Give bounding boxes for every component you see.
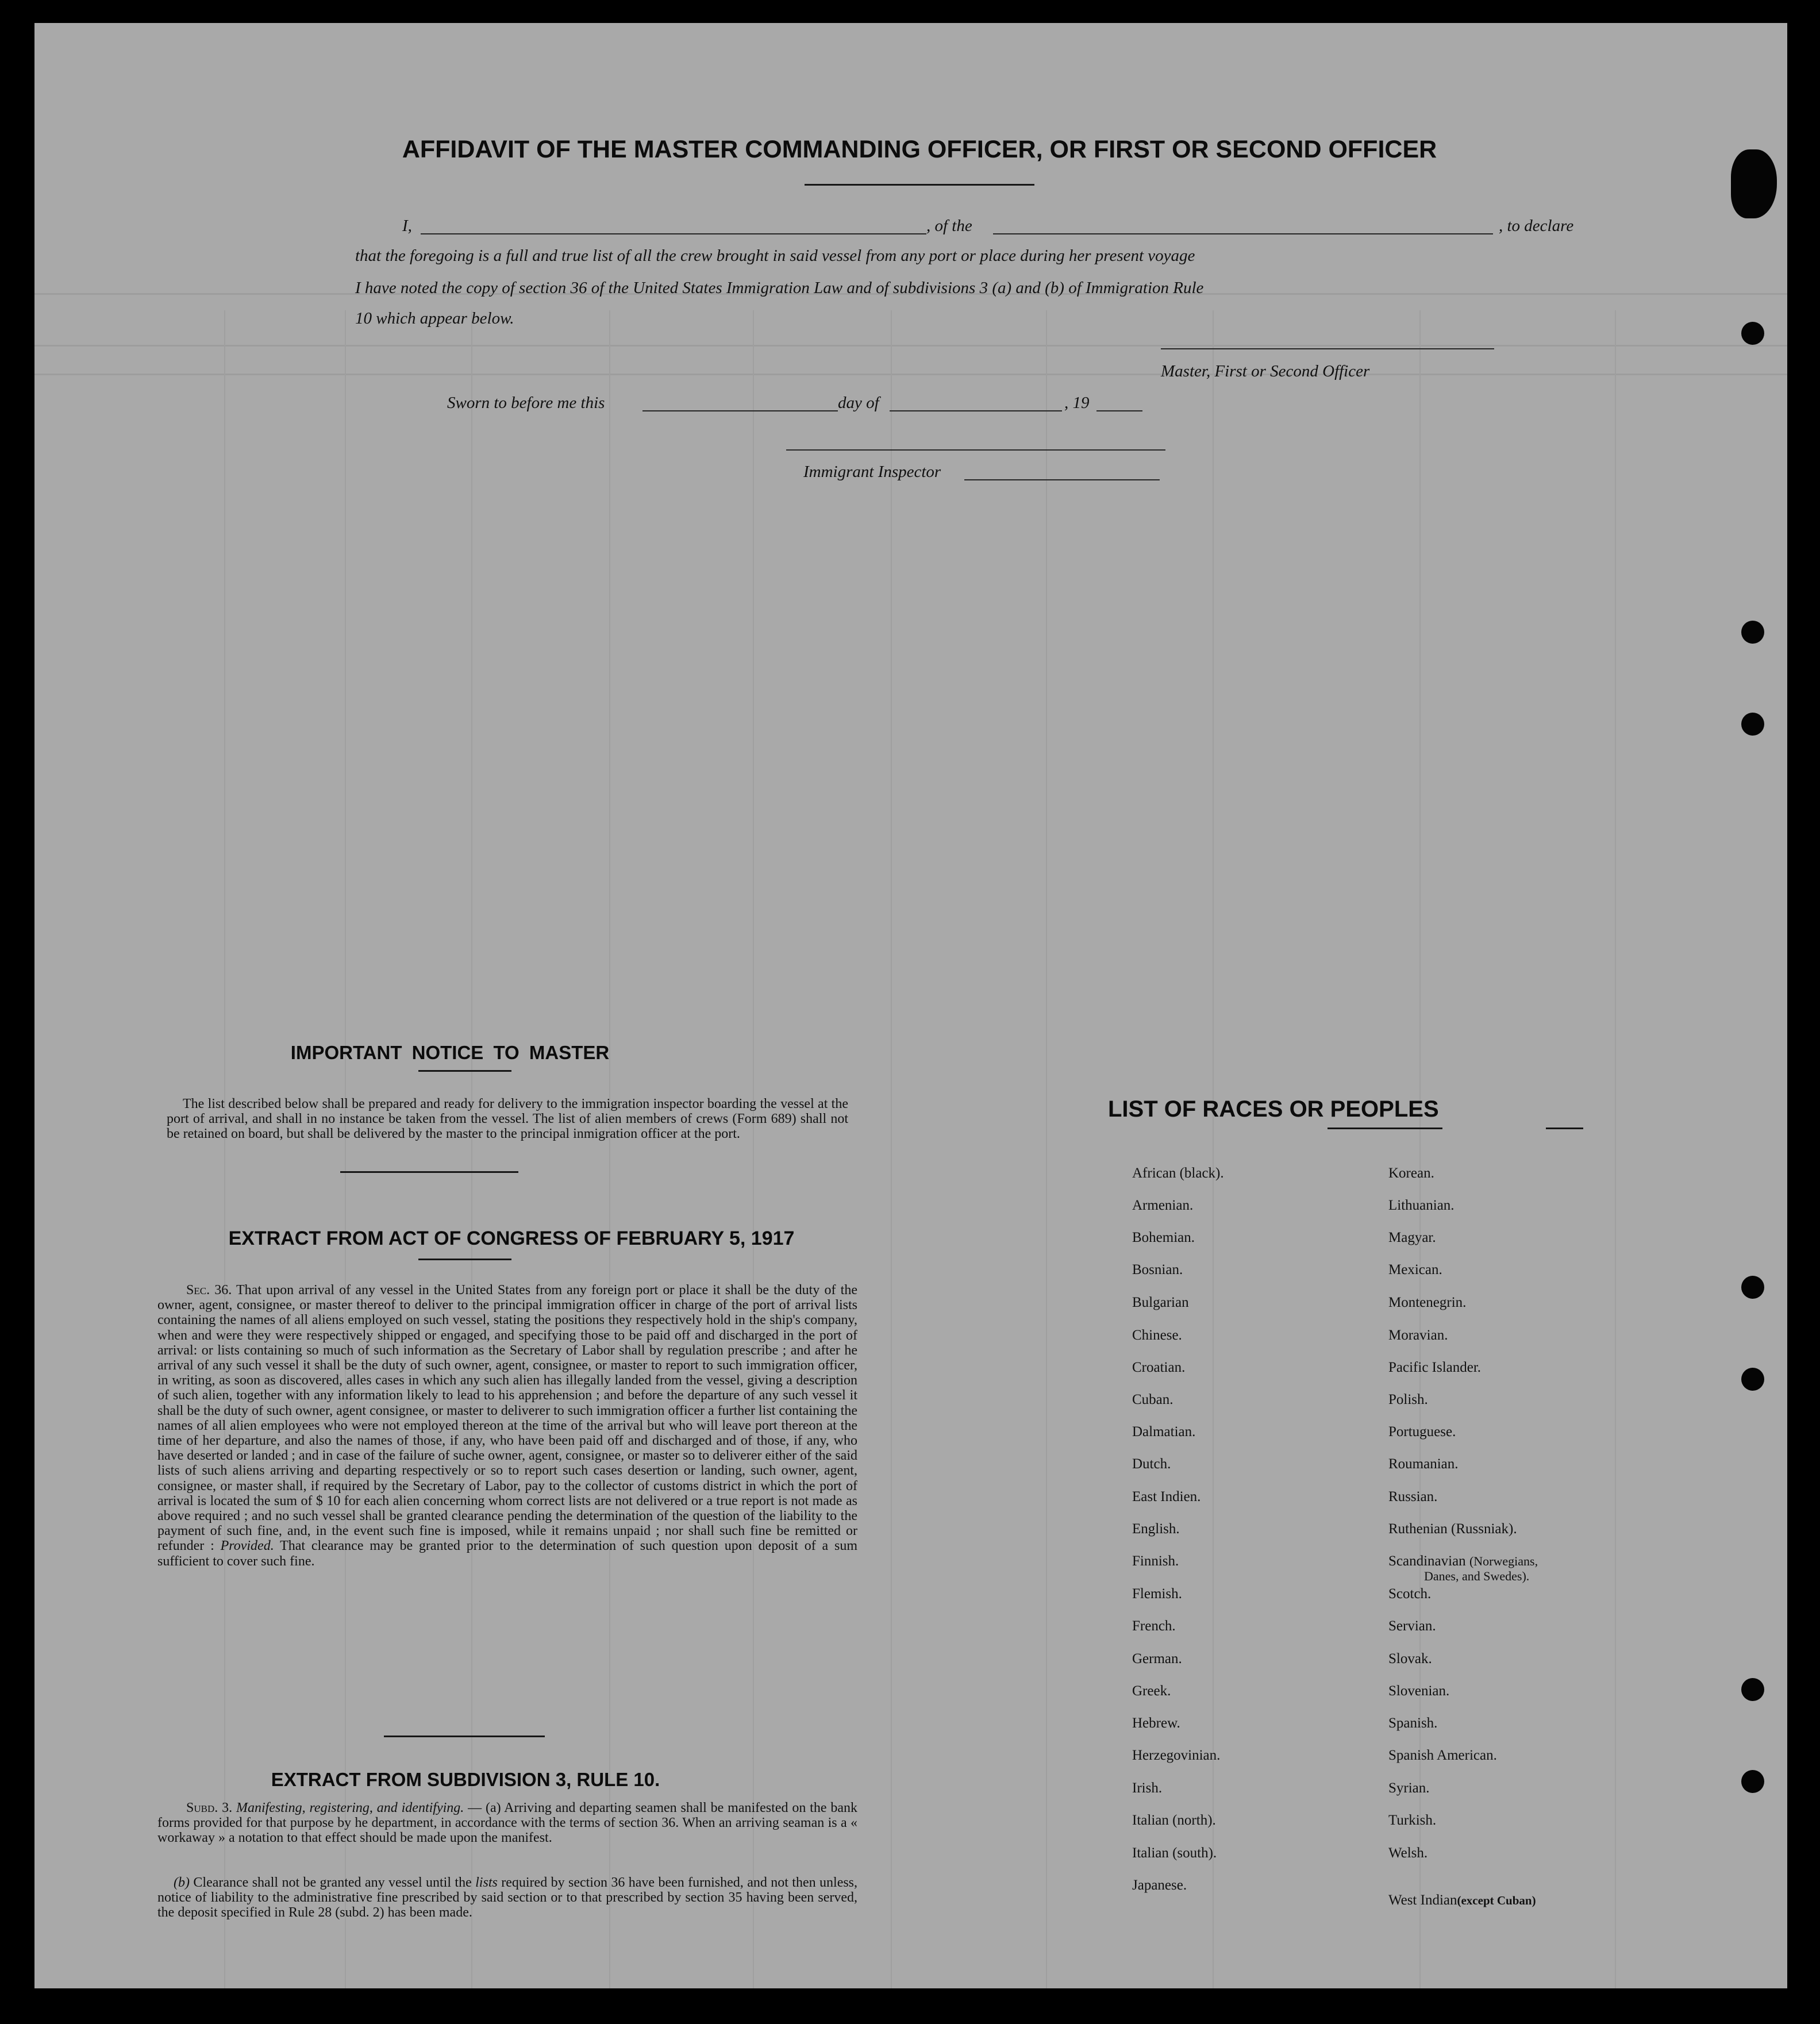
race-item: Syrian. bbox=[1388, 1780, 1430, 1796]
notice-title: IMPORTANT NOTICE TO MASTER bbox=[290, 1042, 610, 1063]
race-item: Italian (north). bbox=[1132, 1813, 1216, 1828]
affidavit-title: AFFIDAVIT OF THE MASTER COMMANDING OFFICER, OR FIRST OR SECOND OFFICER bbox=[402, 136, 1437, 163]
notice-body: The list described below shall be prepared and ready for delivery to the immigration inspector boarding the vessel at the port of arrival, and shall in no instance be taken from the vessel. The list of alien members of crews (Form 689) shall not be retained on board, but shall be delivered by the master to the principal inmigration officer at the port. bbox=[167, 1096, 848, 1142]
race-item: Irish. bbox=[1132, 1780, 1163, 1796]
vessel-name-field[interactable] bbox=[993, 233, 1493, 234]
affidavit-line-4: 10 which appear below. bbox=[355, 309, 514, 328]
race-item: Bulgarian bbox=[1132, 1295, 1189, 1310]
rule-subd-a: Subd. 3. Manifesting, registering, and identifying. — (a) Arriving and departing seamen shall be manifested on the bank forms provided for that purpose by he department, in accordance with the terms of section 36. When an arriving seaman is a « workaway » a notation to that effect should be made upon the manifest. bbox=[157, 1800, 858, 1846]
inspector-signature-field[interactable] bbox=[786, 449, 1165, 451]
sworn-month-field[interactable] bbox=[890, 410, 1062, 411]
race-item: Finnish. bbox=[1132, 1553, 1179, 1569]
race-item: Scandinavian (Norwegians, bbox=[1388, 1553, 1538, 1569]
rule-title: EXTRACT FROM SUBDIVISION 3, RULE 10. bbox=[271, 1769, 660, 1790]
affidavit-line-3: I have noted the copy of section 36 of the United States Immigration Law and of subdivisions 3 (a) and (b) of Immigration Rule bbox=[355, 279, 1204, 297]
document-page bbox=[34, 23, 1787, 1988]
year-label: , 19 bbox=[1064, 394, 1090, 412]
declare-label: , to declare bbox=[1499, 217, 1574, 235]
race-item: Spanish. bbox=[1388, 1715, 1438, 1731]
race-item: Greek. bbox=[1132, 1683, 1171, 1699]
day-of-label: day of bbox=[838, 394, 879, 412]
race-item: English. bbox=[1132, 1521, 1180, 1537]
race-item: Korean. bbox=[1388, 1165, 1434, 1181]
race-item: Pacific Islander. bbox=[1388, 1360, 1482, 1375]
race-item: East Indien. bbox=[1132, 1489, 1201, 1504]
race-item: Portuguese. bbox=[1388, 1424, 1456, 1440]
race-item: Italian (south). bbox=[1132, 1845, 1217, 1861]
race-item: Spanish American. bbox=[1388, 1748, 1497, 1763]
race-item: Turkish. bbox=[1388, 1813, 1437, 1828]
race-item: Lithuanian. bbox=[1388, 1198, 1455, 1213]
race-item: German. bbox=[1132, 1651, 1182, 1667]
race-item: Polish. bbox=[1388, 1392, 1428, 1407]
race-item: Bohemian. bbox=[1132, 1230, 1195, 1245]
race-item: Magyar. bbox=[1388, 1230, 1436, 1245]
race-item: French. bbox=[1132, 1618, 1176, 1634]
vessel-of-label: , of the bbox=[926, 217, 972, 235]
race-item: Japanese. bbox=[1132, 1877, 1187, 1893]
race-item: Armenian. bbox=[1132, 1198, 1194, 1213]
race-item: Flemish. bbox=[1132, 1586, 1182, 1602]
race-item: Slovenian. bbox=[1388, 1683, 1450, 1699]
race-item: Herzegovinian. bbox=[1132, 1748, 1221, 1763]
race-item: Dutch. bbox=[1132, 1456, 1171, 1472]
race-item: Scotch. bbox=[1388, 1586, 1432, 1602]
inspector-label: Immigrant Inspector bbox=[803, 463, 941, 481]
declarant-label: I, bbox=[402, 217, 412, 235]
race-item: Welsh. bbox=[1388, 1845, 1428, 1861]
race-item: West Indian(except Cuban) bbox=[1388, 1892, 1536, 1908]
sworn-year-field[interactable] bbox=[1096, 410, 1142, 411]
race-item: Russian. bbox=[1388, 1489, 1438, 1504]
race-item: Dalmatian. bbox=[1132, 1424, 1196, 1440]
race-item: Bosnian. bbox=[1132, 1262, 1183, 1277]
race-item: Ruthenian (Russniak). bbox=[1388, 1521, 1517, 1537]
races-title: LIST OF RACES OR PEOPLES bbox=[1108, 1096, 1439, 1122]
affidavit-line-2: that the foregoing is a full and true list of all the crew brought in said vessel from any port or place during her present voyage bbox=[355, 247, 1195, 265]
race-item: Chinese. bbox=[1132, 1327, 1182, 1343]
race-item: Mexican. bbox=[1388, 1262, 1442, 1277]
declarant-name-field[interactable] bbox=[421, 233, 926, 234]
master-signature-field[interactable] bbox=[1161, 348, 1494, 349]
sworn-date-field[interactable] bbox=[642, 410, 838, 411]
race-item: Croatian. bbox=[1132, 1360, 1186, 1375]
rule-subd-b: (b) Clearance shall not be granted any vessel until the lists required by section 36 have been furnished, and not then unless, notice of liability to the administrative fine prescribed by said section or to that prescribed by section 35 having been served, the deposit specified in Rule 28 (subd. 2) has been made. bbox=[157, 1875, 858, 1921]
master-signature-label: Master, First or Second Officer bbox=[1161, 362, 1370, 380]
race-item: Slovak. bbox=[1388, 1651, 1432, 1667]
act-title: EXTRACT FROM ACT OF CONGRESS OF FEBRUARY 5, 1917 bbox=[228, 1228, 795, 1249]
race-item: Hebrew. bbox=[1132, 1715, 1180, 1731]
sworn-label: Sworn to before me this bbox=[447, 394, 605, 412]
race-item: Moravian. bbox=[1388, 1327, 1448, 1343]
race-item: Montenegrin. bbox=[1388, 1295, 1467, 1310]
race-item: Cuban. bbox=[1132, 1392, 1173, 1407]
act-section-label: Sec. 36. bbox=[186, 1283, 232, 1298]
race-item-note: Danes, and Swedes). bbox=[1424, 1569, 1530, 1583]
race-item: Roumanian. bbox=[1388, 1456, 1459, 1472]
race-item: African (black). bbox=[1132, 1165, 1224, 1181]
race-item: Servian. bbox=[1388, 1618, 1436, 1634]
act-body: Sec. 36. That upon arrival of any vessel in the United States from any foreign port or place it shall be the duty of the owner, agent, consignee, or master thereof to deliver to the principal immigration officer in charge of the port of arrival lists containing the names of all aliens employed on such vessel, stating the positions they respectively hold in the ship's company, when and were they were respectively shipped or engaged, and specifying those to be paid off and discharged in the port of arrival: or lists containing so much of such information as the Secretary of Labor shall by regulation prescribe ; and after he arrival of any such vessel it shall be the duty of such owner, agent, consignee, or master to report to such immigration officer, in writing, as soon as discovered, alles cases in which any such alien has illegally landed from the vessel, giving a description of such alien, together with any information likely to lead to his apprehension ; and before the departure of any such vessel it shall be the duty of such owner, agent consignee, or master to deliverer to such immigration officer a further list containing the names of all alien employees who were not employed thereon at the time of the arrival but who will leave port thereon at the time of her departure, and also the names of those, if any, who have been paid off and discharged and of those, if any, who have deserted or landed ; and in case of the failure of suche owner, agent, consignee, or master so to deliverer either of the said lists of such aliens arriving and departing respectively or so to report such cases desertion or landing, such owner, agent, consignee, or master shall, if required by the Secretary of Labor, pay to the collector of customs district in which the port of arrival is located the sum of $ 10 for each alien concerning whom correct lists are not delivered or a true report is not made as above required ; and no such vessel shall be granted clearance pending the determination of the question of the liability to the payment of such fine, and, in the event such fine is imposed, while it remains unpaid ; nor shall such fine be remitted or refunder : Provided. That clearance may be granted prior to the determination of such question upon deposit of a sum sufficient to cover such fine. bbox=[157, 1283, 857, 1569]
